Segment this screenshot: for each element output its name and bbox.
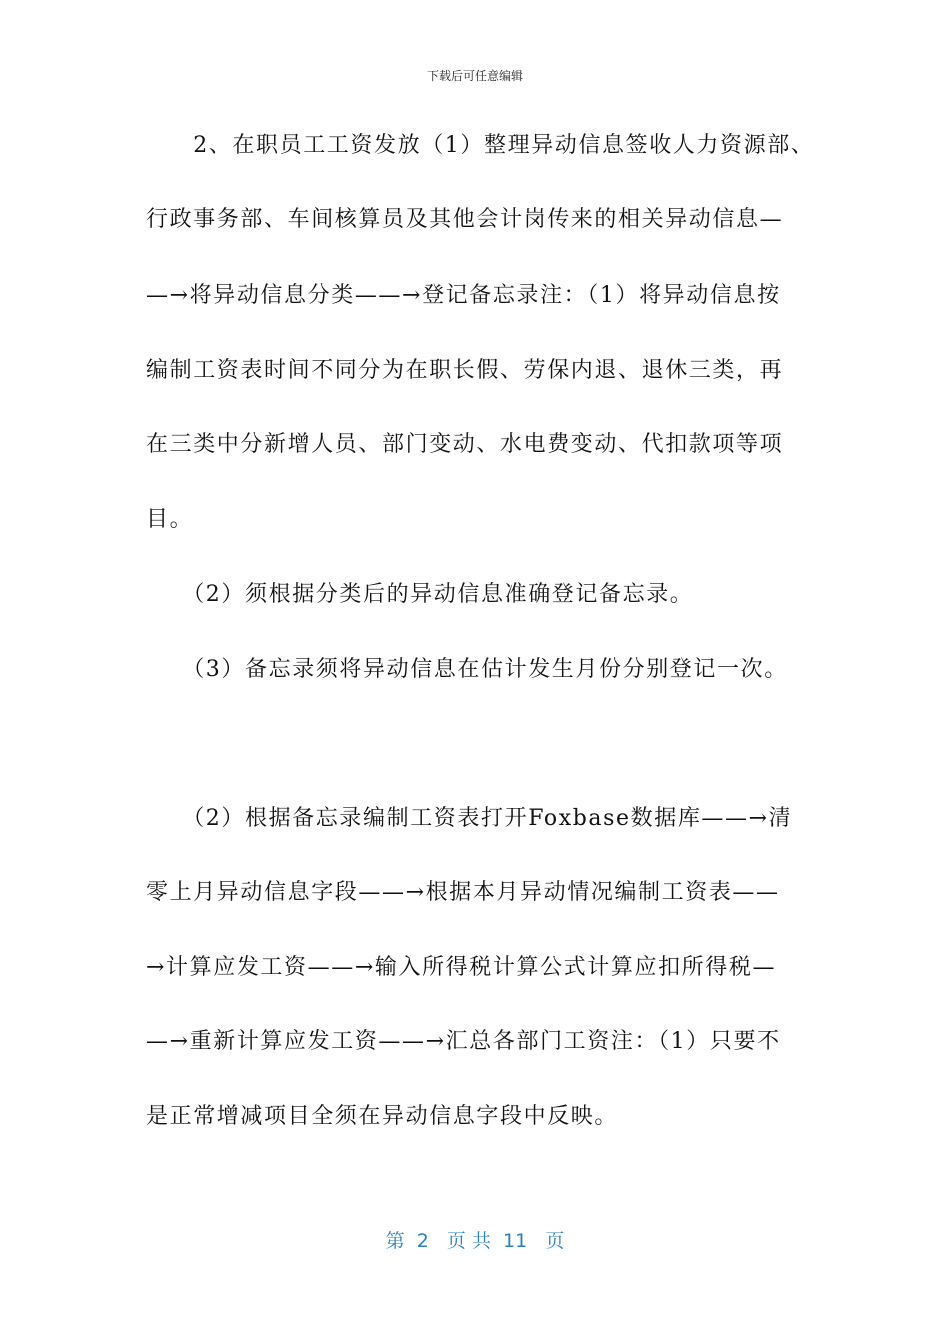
body-line: 行政事务部、车间核算员及其他会计岗传来的相关异动信息— [146,207,784,232]
body-line: （2）须根据分类后的异动信息准确登记备忘录。 [146,582,694,607]
body-line: —→重新计算应发工资——→汇总各部门工资注：（1）只要不 [146,1029,781,1054]
body-line: 在三类中分新增人员、部门变动、水电费变动、代扣款项等项 [146,432,784,457]
page-header-note: 下载后可任意编辑 [426,69,523,83]
body-line: →计算应发工资——→输入所得税计算公式计算应扣所得税— [146,955,777,980]
body-line: 零上月异动信息字段——→根据本月异动情况编制工资表—— [146,880,780,905]
body-line: 目。 [146,507,194,532]
body-line: 编制工资表时间不同分为在职长假、劳保内退、退休三类，再 [146,358,784,383]
body-line: 是正常增减项目全须在异动信息字段中反映。 [146,1104,619,1129]
page-number-footer: 第 2 页 共 11 页 [385,1230,565,1252]
body-line: —→将异动信息分类——→登记备忘录注：（1）将异动信息按 [146,283,781,308]
body-line: （2）根据备忘录编制工资表打开Foxbase数据库——→清 [146,806,793,831]
body-line: （3）备忘录须将异动信息在估计发生月份分别登记一次。 [146,657,788,682]
body-line: 2、在职员工工资发放（1）整理异动信息签收人力资源部、 [146,133,815,158]
